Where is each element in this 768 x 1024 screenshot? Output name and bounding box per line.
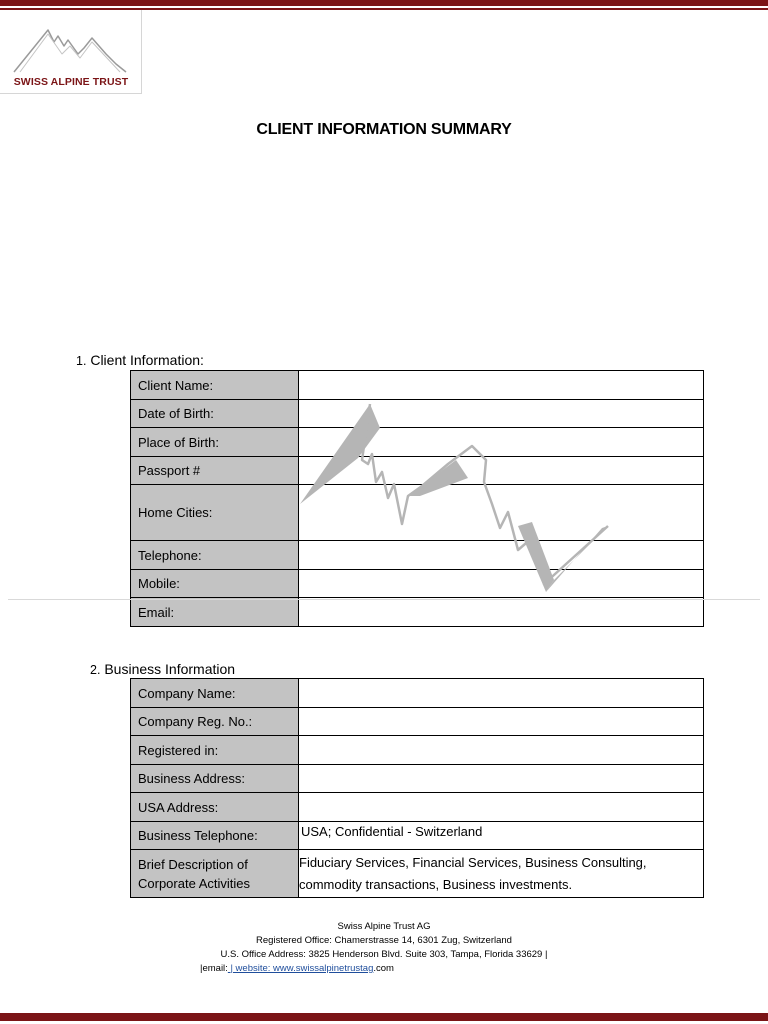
table-row	[131, 850, 704, 898]
footer-contact	[0, 962, 768, 976]
corporate-activities-label: Brief Description of Corporate Activities	[131, 850, 299, 898]
bottom-border-bar	[0, 1013, 768, 1021]
logo-text: SWISS ALPINE TRUST	[13, 76, 129, 88]
business-telephone-field[interactable]: USA; Confidential - Switzerland	[299, 822, 704, 850]
registered-in-label: Registered in:	[131, 736, 299, 765]
section-2-heading	[90, 661, 235, 677]
company-reg-no-field[interactable]	[299, 708, 704, 736]
section-1-number: 1.	[76, 354, 87, 368]
company-reg-no-label: Company Reg. No.:	[131, 708, 299, 736]
page-title: CLIENT INFORMATION SUMMARY	[256, 121, 512, 138]
client-name-label: Client Name:	[131, 371, 299, 400]
table-row	[131, 822, 704, 850]
section-2-number: 2.	[90, 663, 101, 677]
registered-in-field[interactable]	[299, 736, 704, 765]
business-address-label: Business Address:	[131, 765, 299, 793]
section-1-title: Client Information:	[90, 352, 204, 368]
footer	[0, 920, 768, 976]
business-information-table	[130, 678, 704, 898]
table-row	[131, 793, 704, 822]
mobile-label: Mobile:	[131, 570, 299, 598]
telephone-label: Telephone:	[131, 541, 299, 570]
company-logo	[0, 10, 142, 94]
footer-website-suffix: .com	[373, 963, 394, 974]
home-cities-label: Home Cities:	[131, 485, 299, 541]
company-name-label: Company Name:	[131, 679, 299, 708]
table-row	[131, 598, 704, 627]
company-name-field[interactable]	[299, 679, 704, 708]
mountain-logo-icon	[10, 24, 132, 74]
page-divider	[8, 599, 760, 600]
usa-address-field[interactable]	[299, 793, 704, 822]
table-row	[131, 765, 704, 793]
business-address-field[interactable]	[299, 765, 704, 793]
website-link[interactable]: | website: www.swissalpinetrustag	[227, 963, 374, 974]
footer-company: Swiss Alpine Trust AG	[337, 921, 431, 932]
table-row	[131, 708, 704, 736]
section-2-title: Business Information	[104, 661, 236, 677]
section-1-heading	[76, 352, 204, 368]
footer-email-label: |email:	[200, 963, 228, 974]
place-of-birth-label: Place of Birth:	[131, 428, 299, 457]
email-field[interactable]	[299, 598, 704, 627]
footer-us-office: U.S. Office Address: 3825 Henderson Blvd. Suite 303, Tampa, Florida 33629 |	[220, 949, 548, 960]
table-row	[131, 371, 704, 400]
client-name-field[interactable]	[299, 371, 704, 400]
passport-label: Passport #	[131, 457, 299, 485]
email-label: Email:	[131, 598, 299, 627]
corporate-activities-field[interactable]: Fiduciary Services, Financial Services, Business Consulting, commodity transactions, Business investments.	[299, 850, 704, 898]
footer-registered-office: Registered Office: Chamerstrasse 14, 6301 Zug, Switzerland	[256, 935, 512, 946]
top-border-bar	[0, 0, 768, 6]
usa-address-label: USA Address:	[131, 793, 299, 822]
table-row	[131, 736, 704, 765]
business-telephone-label: Business Telephone:	[131, 822, 299, 850]
table-row	[131, 679, 704, 708]
date-of-birth-label: Date of Birth:	[131, 400, 299, 428]
mountain-watermark-icon	[296, 400, 616, 600]
